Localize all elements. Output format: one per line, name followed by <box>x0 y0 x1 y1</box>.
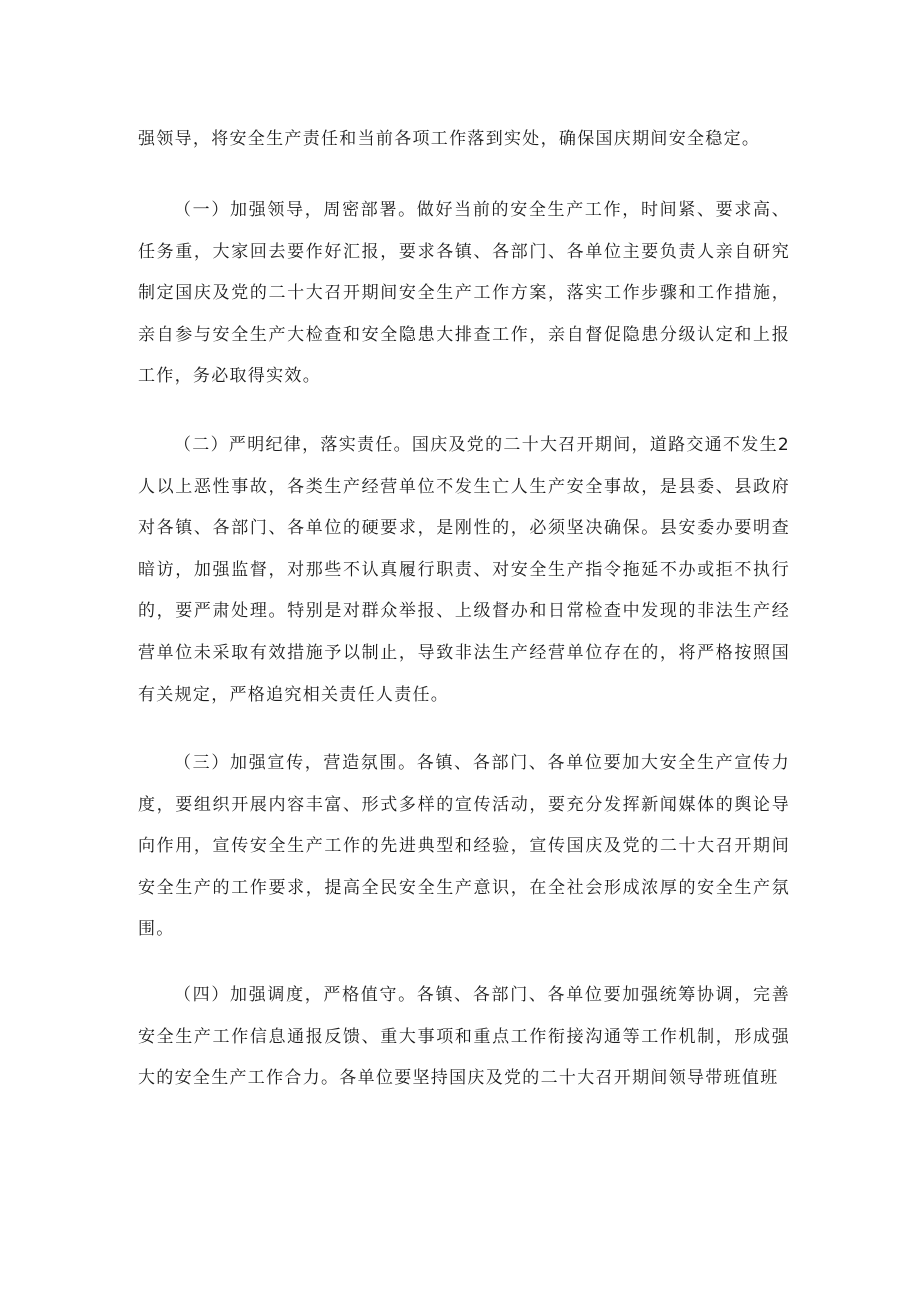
paragraph-section-4: （四）加强调度，严格值守。各镇、各部门、各单位要加强统筹协调，完善安全生产工作信息通报反馈、重大事项和重点工作衔接沟通等工作机制，形成强大的安全生产工作合力。各单位要坚持国庆及党的二十大召开期间领导带班值班 <box>138 985 790 1089</box>
paragraph-continuation: 强领导，将安全生产责任和当前各项工作落到实处，确保国庆期间安全稳定。 <box>138 129 761 149</box>
paragraph-section-3: （三）加强宣传，营造氛围。各镇、各部门、各单位要加大安全生产宣传力度，要组织开展内容丰富、形式多样的宣传活动，要充分发挥新闻媒体的舆论导向作用，宣传安全生产工作的先进典型和经验，宣传国庆及党的二十大召开期间安全生产的工作要求，提高全民安全生产意识，在全社会形成浓厚的安全生产氛围。 <box>138 753 790 940</box>
paragraph-section-1: （一）加强领导，周密部署。做好当前的安全生产工作，时间紧、要求高、任务重，大家回去要作好汇报，要求各镇、各部门、各单位主要负责人亲自研究制定国庆及党的二十大召开期间安全生产工作方案，落实工作步骤和工作措施，亲自参与安全生产大检查和安全隐患大排查工作，亲自督促隐患分级认定和上报工作，务必取得实效。 <box>138 200 790 387</box>
paragraph-section-2: （二）严明纪律，落实责任。国庆及党的二十大召开期间，道路交通不发生2人以上恶性事故，各类生产经营单位不发生亡人生产安全事故，是县委、县政府对各镇、各部门、各单位的硬要求，是刚性的，必须坚决确保。县安委办要明查暗访，加强监督，对那些不认真履行职责、对安全生产指令拖延不办或拒不执行的，要严肃处理。特别是对群众举报、上级督办和日常检查中发现的非法生产经营单位未采取有效措施予以制止，导致非法生产经营单位存在的，将严格按照国有关规定，严格追究相关责任人责任。 <box>138 435 791 705</box>
